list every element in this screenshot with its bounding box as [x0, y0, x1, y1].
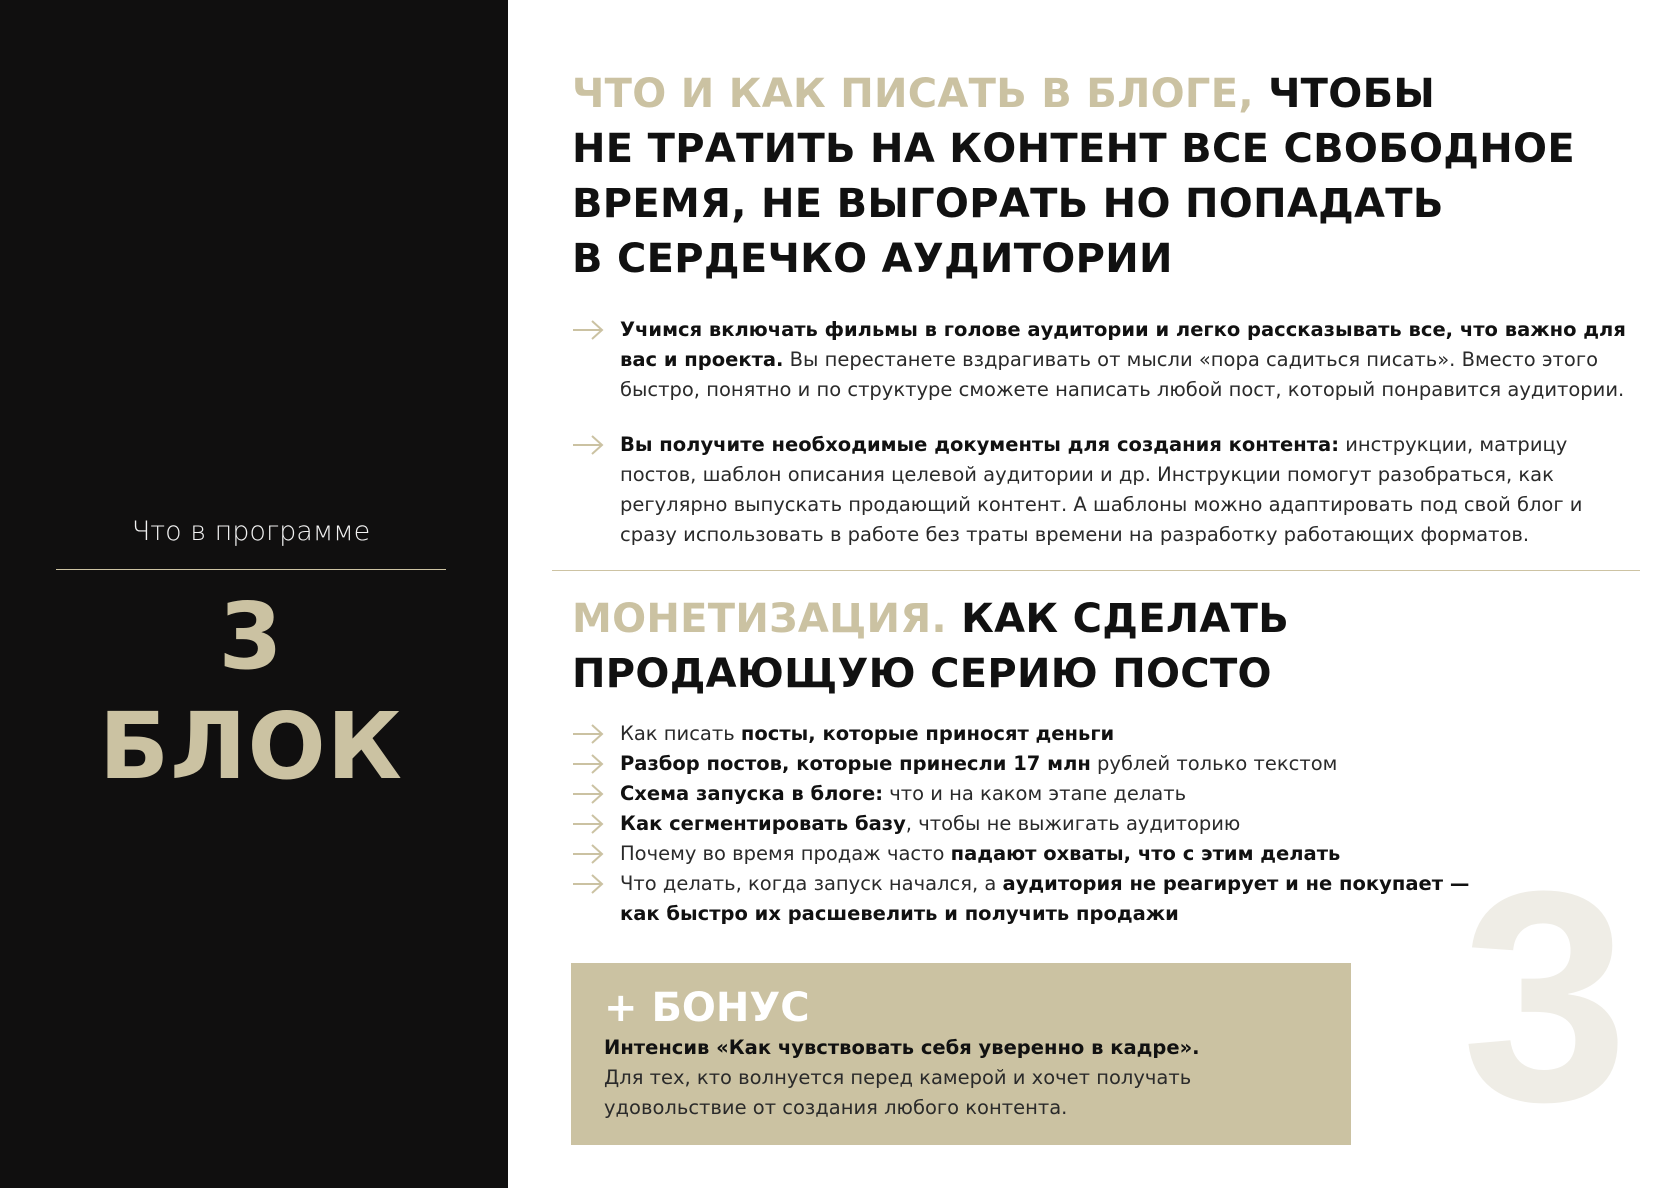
- list-item-text: [620, 779, 1186, 809]
- section-1-bullet-text: [620, 315, 1642, 405]
- arrow-right-icon: [572, 722, 604, 746]
- list-item-plain: Что делать, когда запуск начался, а: [620, 872, 1003, 895]
- section-1-title: [572, 67, 1575, 287]
- list-item-text: [620, 899, 1179, 929]
- list-item-bold: Схема запуска в блоге:: [620, 782, 884, 805]
- section-1-bullet-bold: Учимся включать фильмы в голове аудитории и легко рассказывать все, что важно для вас и проекта.: [620, 318, 1626, 371]
- section-divider: [552, 570, 1640, 571]
- list-item-continuation: [572, 899, 1472, 929]
- section-2-title: [572, 592, 1289, 702]
- section-2-title-rest: КАК СДЕЛАТЬ: [961, 596, 1290, 642]
- bonus-text: Для тех, кто волнуется перед камерой и хочет получать удовольствие от создания любого контента.: [604, 1066, 1192, 1119]
- section-1-bullet: [572, 315, 1642, 405]
- list-item-bold: падают охваты, что с этим делать: [950, 842, 1341, 865]
- section-1-bullet-body: Вы перестанете вздрагивать от мысли «пора садиться писать». Вместо этого быстро, понятно и по структуре сможете написать любой пост, который понравится аудитории.: [620, 348, 1625, 401]
- arrow-right-icon: [572, 842, 604, 866]
- arrow-right-icon: [572, 318, 604, 342]
- list-item-bold: посты, которые приносят деньги: [740, 722, 1115, 745]
- arrow-right-icon: [572, 752, 604, 776]
- arrow-right-icon: [572, 433, 604, 457]
- list-item: [572, 809, 1472, 839]
- list-item: [572, 779, 1472, 809]
- list-item-plain: рублей только текстом: [1090, 752, 1338, 775]
- section-1-title-line-4: В СЕРДЕЧКО АУДИТОРИИ: [572, 236, 1173, 282]
- left-panel: [0, 0, 508, 1188]
- section-2-title-line-2: ПРОДАЮЩУЮ СЕРИЮ ПОСТО: [572, 651, 1272, 697]
- section-1-title-line-1: [572, 67, 1575, 122]
- left-divider: [56, 569, 446, 570]
- decorative-numeral: 3: [1461, 828, 1629, 1164]
- arrow-right-icon: [572, 782, 604, 806]
- list-item: [572, 749, 1472, 779]
- list-item-text: [620, 839, 1340, 869]
- list-item-plain: что и на каком этапе делать: [883, 782, 1187, 805]
- program-label: Что в программе: [131, 516, 371, 547]
- list-item-text: [620, 809, 1240, 839]
- bonus-title: + БОНУС: [604, 985, 810, 1031]
- arrow-right-icon: [572, 872, 604, 896]
- section-1-title-line-3: ВРЕМЯ, НЕ ВЫГОРАТЬ НО ПОПАДАТЬ: [572, 181, 1444, 227]
- section-1-title-accent: ЧТО И КАК ПИСАТЬ В БЛОГЕ,: [572, 71, 1254, 117]
- list-item: [572, 839, 1472, 869]
- block-title: 3 БЛОК: [99, 583, 403, 800]
- list-item-text: [620, 869, 1469, 899]
- section-1-bullet-body: инструкции, матрицу постов, шаблон описания целевой аудитории и др. Инструкции помогут разобраться, как регулярно выпускать продающий контент. А шаблоны можно адаптировать под свой блог и сразу использовать в работе без траты времени на разработку работающих форматов.: [620, 433, 1583, 546]
- list-item-bold: как быстро их расшевелить и получить продажи: [620, 902, 1179, 925]
- section-1-title-line-2: НЕ ТРАТИТЬ НА КОНТЕНТ ВСЕ СВОБОДНОЕ: [572, 126, 1575, 172]
- list-item-bold: аудитория не реагирует и не покупает —: [1002, 872, 1470, 895]
- list-item-bold: Как сегментировать базу: [620, 812, 906, 835]
- list-item-text: [620, 719, 1114, 749]
- list-item-bold: Разбор постов, которые принесли 17 млн: [620, 752, 1091, 775]
- list-item-plain: , чтобы не выжигать аудиторию: [905, 812, 1241, 835]
- section-1-bullet-bold: Вы получите необходимые документы для создания контента:: [620, 433, 1339, 456]
- list-item-plain: Как писать: [620, 722, 741, 745]
- list-item-plain: Почему во время продаж часто: [620, 842, 951, 865]
- section-1-bullet: [572, 430, 1642, 550]
- section-1-bullet-text: [620, 430, 1642, 550]
- section-2-title-accent: МОНЕТИЗАЦИЯ.: [572, 596, 947, 642]
- section-2-list: [572, 719, 1472, 929]
- section-1-title-rest: ЧТОБЫ: [1268, 71, 1436, 117]
- arrow-right-icon: [572, 812, 604, 836]
- list-item-text: [620, 749, 1337, 779]
- list-item: [572, 869, 1472, 899]
- section-2-title-line-1: [572, 592, 1289, 647]
- bonus-subtitle: Интенсив «Как чувствовать себя уверенно в кадре».: [604, 1036, 1200, 1059]
- bonus-box: [571, 963, 1351, 1145]
- list-item: [572, 719, 1472, 749]
